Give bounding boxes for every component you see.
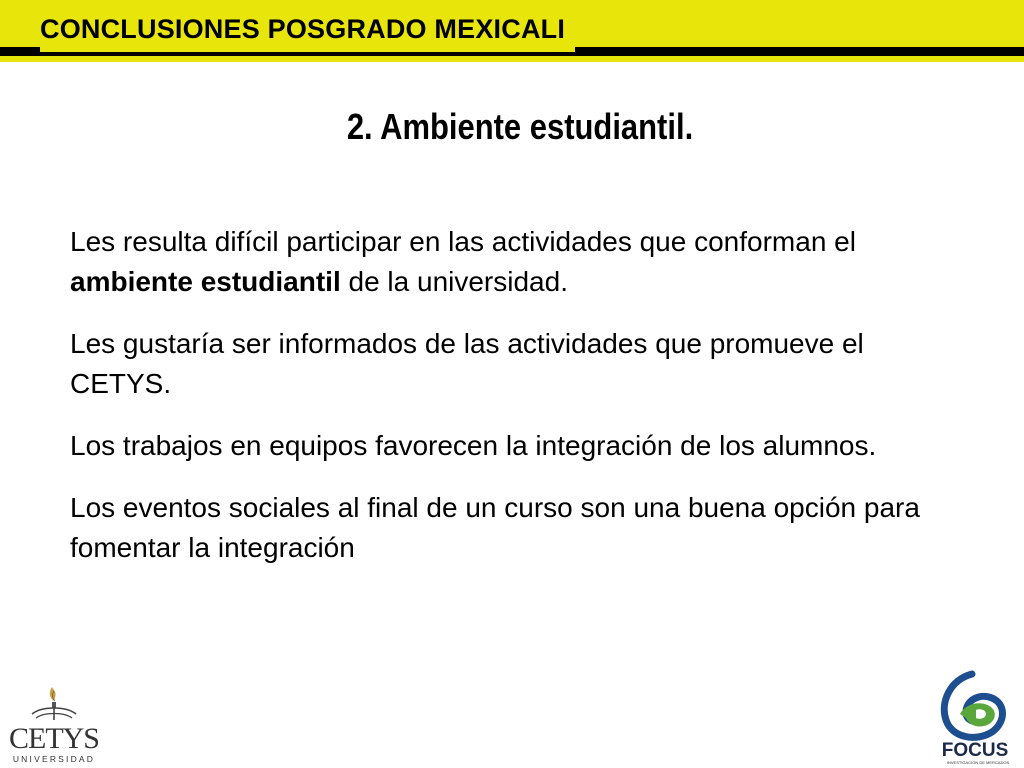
- paragraph-4: Los eventos sociales al final de un curso son una buena opción para fomentar la integración: [70, 492, 920, 563]
- paragraph-1-end: de la universidad.: [340, 266, 568, 297]
- paragraph-1-start: Les resulta difícil participar en las actividades que conforman el: [70, 226, 856, 257]
- cetys-logo: [4, 684, 104, 764]
- cetys-logo-name: CETYS: [8, 722, 100, 755]
- section-title: 2. Ambiente estudiantil.: [346, 106, 694, 147]
- focus-swirl-icon: [944, 674, 1002, 737]
- header-title: CONCLUSIONES POSGRADO MEXICALI: [40, 12, 575, 52]
- focus-logo-name: FOCUS: [941, 740, 1009, 761]
- cetys-logo-sub: UNIVERSIDAD: [12, 754, 96, 764]
- focus-logo-sub: INVESTIGACIÓN DE MERCADOS: [946, 760, 1010, 765]
- paragraph-3: Los trabajos en equipos favorecen la integración de los alumnos.: [70, 430, 877, 461]
- body-text: [70, 222, 950, 590]
- torch-icon: [32, 687, 76, 720]
- paragraph-1-bold: ambiente estudiantil: [70, 266, 341, 297]
- paragraph-2: Les gustaría ser informados de las actividades que promueve el CETYS.: [70, 328, 864, 399]
- focus-logo: [932, 670, 1022, 766]
- paragraph-1: [70, 222, 950, 302]
